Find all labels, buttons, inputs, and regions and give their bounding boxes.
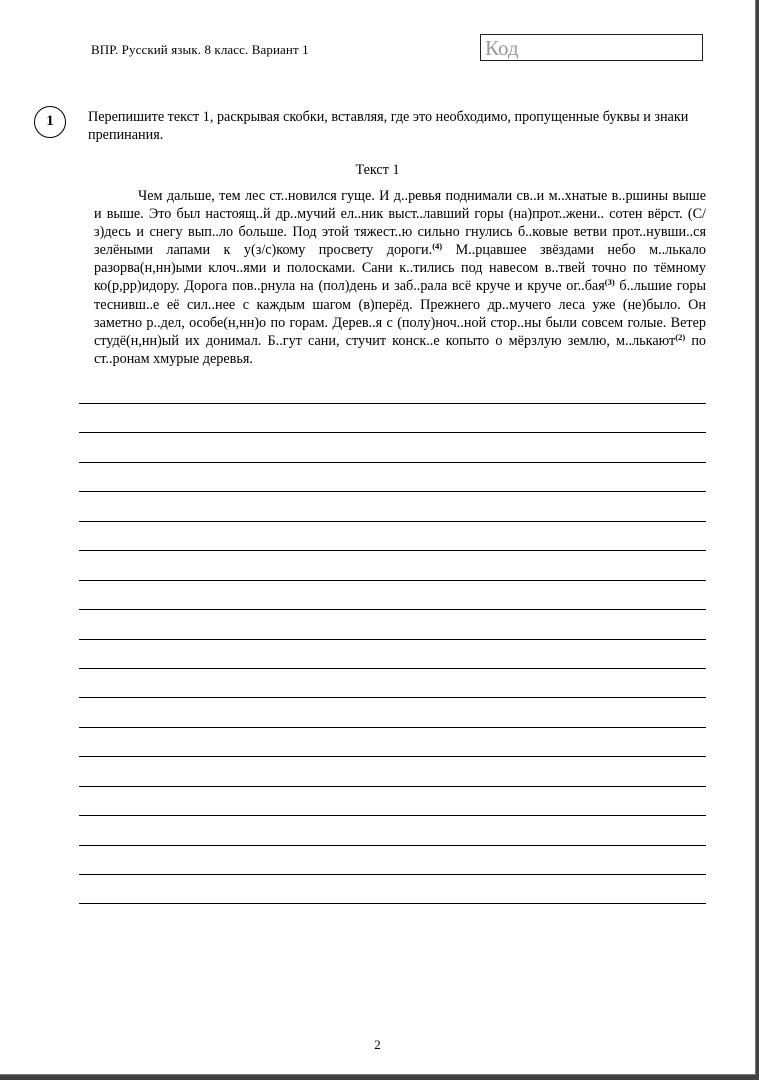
answer-line[interactable] <box>79 580 706 581</box>
answer-line[interactable] <box>79 786 706 787</box>
answer-line[interactable] <box>79 668 706 669</box>
answer-line[interactable] <box>79 874 706 875</box>
header-title: ВПР. Русский язык. 8 класс. Вариант 1 <box>91 42 309 57</box>
answer-line[interactable] <box>79 756 706 757</box>
answer-line[interactable] <box>79 609 706 610</box>
answer-line[interactable] <box>79 845 706 846</box>
code-field[interactable] <box>480 34 703 61</box>
answer-line[interactable] <box>79 403 706 404</box>
text-part-2: М..рцавшее звёздами небо м..лькало разорва(н,нн)ыми клоч..ями и полосками. Сани к..тились под навесом в..твей точно по тёмному ко(р,рр)идору. Дорога пов..рнула на (пол)день и заб..рала всё круче и круче ог..бая <box>94 242 706 295</box>
answer-line[interactable] <box>79 432 706 433</box>
task-instruction: Перепишите текст 1, раскрывая скобки, вставляя, где это необходимо, пропущенные буквы и знаки препинания. <box>88 109 689 143</box>
answer-line[interactable] <box>79 697 706 698</box>
answer-line[interactable] <box>79 815 706 816</box>
text-part-1: Чем дальше, тем лес ст..новился гуще. И д..ревья поднимали св..и м..хнатые в..ршины выше и выше. Это был настоящ..й др..мучий ел..ник выст..лавший горы (на)прот..жени.. сотен вёрст. (С/з)десь и снегу вып..ло больше. Под этой тяжест..ю сильно гнулись б..ковые ветви прот..нувши..ся зелёными лапами к у(з/с)кому просвету дороги. <box>94 188 706 259</box>
answer-line[interactable] <box>79 491 706 492</box>
answer-lines[interactable] <box>79 403 706 933</box>
footnote-mark-3: (3) <box>604 277 615 288</box>
answer-line[interactable] <box>79 462 706 463</box>
text-title: Текст 1 <box>355 162 400 178</box>
page-number: 2 <box>374 1037 381 1052</box>
exercise-text <box>94 187 706 368</box>
text-part-3: б..льшие горы теснивш..е её сил..нее с каждым шагом (в)перёд. Прежнего др..мучего леса уже (не)было. Он заметно р..дел, особе(н,нн)о по горам. Дерев..я с (полу)ноч..ной стор..ны были совсем голые. Ветер студё(н,нн)ый их донимал. Б..гут сани, стучит конск..е копыто о мёрзлую землю, м..лькают <box>94 278 706 349</box>
answer-line[interactable] <box>79 550 706 551</box>
footnote-mark-2: (2) <box>675 331 686 342</box>
code-label: Код <box>485 36 519 60</box>
text-part-4: по ст..ронам хмурые деревья. <box>94 332 707 367</box>
answer-line[interactable] <box>79 639 706 640</box>
task-number: 1 <box>34 106 66 138</box>
footnote-mark-4: (4) <box>432 241 443 252</box>
answer-line[interactable] <box>79 727 706 728</box>
answer-line[interactable] <box>79 903 706 904</box>
answer-line[interactable] <box>79 521 706 522</box>
